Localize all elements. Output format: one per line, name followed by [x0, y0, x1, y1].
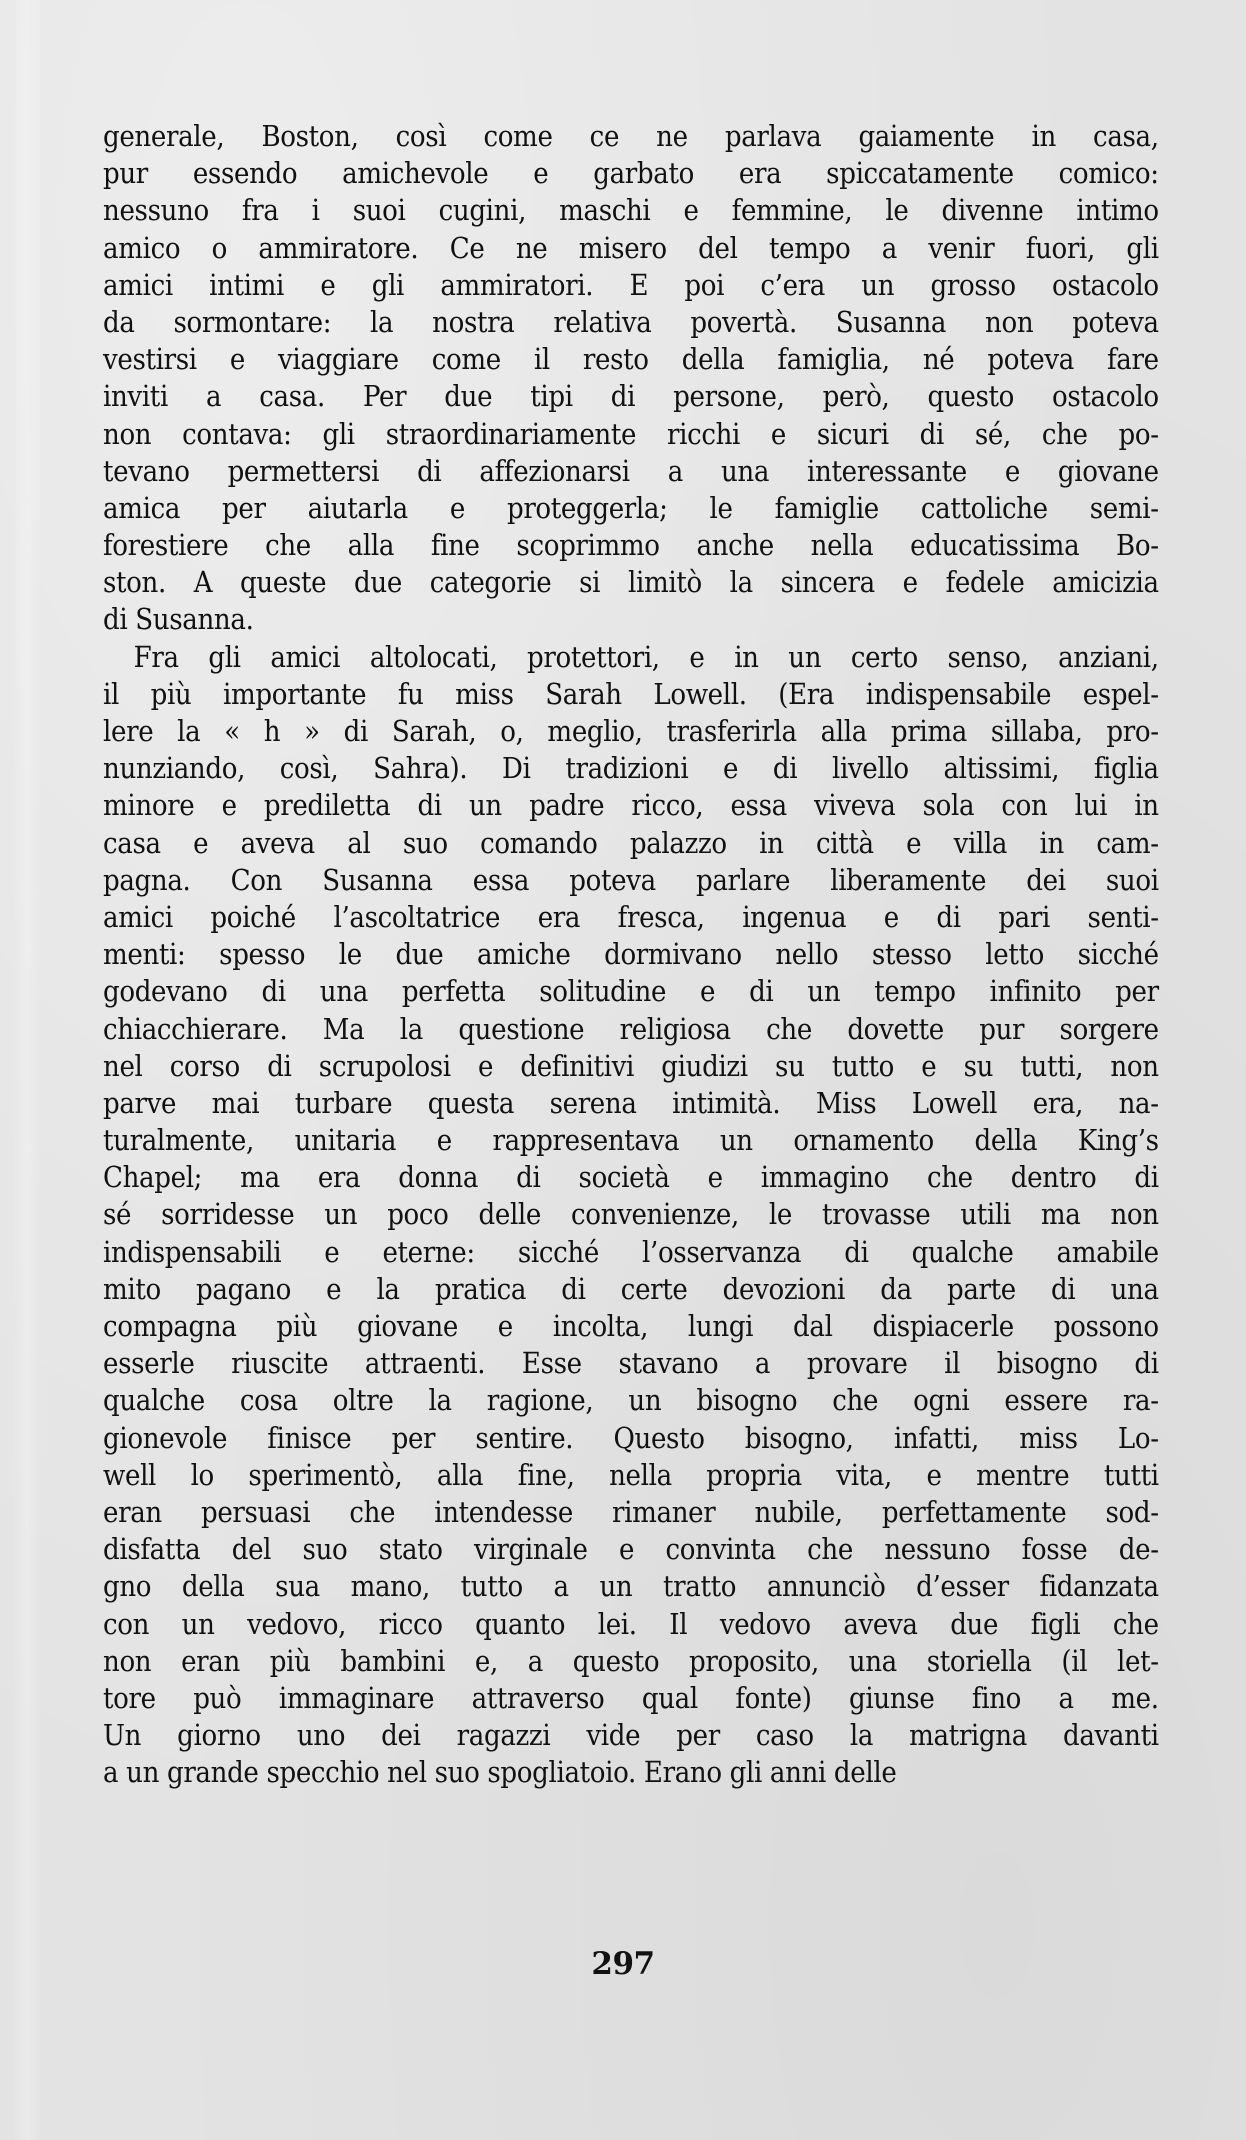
text-line: casa e aveva al suo comando palazzo in città e villa in cam- — [103, 825, 1159, 860]
text-line: nel corso di scrupolosi e definitivi giudizi su tutto e su tutti, non — [103, 1048, 1159, 1083]
text-line: mito pagano e la pratica di certe devozioni da parte di una — [103, 1271, 1159, 1306]
text-line: non contava: gli straordinariamente ricchi e sicuri di sé, che po- — [103, 416, 1159, 451]
text-line: amica per aiutarla e proteggerla; le famiglie cattoliche semi- — [103, 490, 1159, 525]
text-line: Chapel; ma era donna di società e immagino che dentro di — [103, 1160, 1159, 1195]
text-line: con un vedovo, ricco quanto lei. Il vedovo aveva due figli che — [103, 1606, 1159, 1641]
text-line: a un grande specchio nel suo spogliatoio. Erano gli anni delle — [103, 1755, 897, 1790]
text-line: il più importante fu miss Sarah Lowell. (Era indispensabile espel- — [103, 676, 1159, 711]
text-line: Un giorno uno dei ragazzi vide per caso la matrigna davanti — [103, 1718, 1159, 1753]
text-line: minore e prediletta di un padre ricco, essa viveva sola con lui in — [103, 788, 1159, 823]
text-line: nunziando, così, Sahra). Di tradizioni e di livello altissimi, figlia — [103, 751, 1159, 786]
text-line: nessuno fra i suoi cugini, maschi e femmine, le divenne intimo — [103, 193, 1159, 228]
text-line: Fra gli amici altolocati, protettori, e in un certo senso, anziani, — [133, 639, 1159, 674]
text-line: generale, Boston, così come ce ne parlava gaiamente in casa, — [103, 119, 1159, 153]
text-line: lere la « h » di Sarah, o, meglio, trasferirla alla prima sillaba, pro- — [103, 714, 1159, 748]
page-number: 297 — [591, 1946, 655, 1982]
text-line: gno della sua mano, tutto a un tratto annunciò d’esser fidanzata — [103, 1569, 1159, 1604]
text-line: tevano permettersi di affezionarsi a una interessante e giovane — [103, 453, 1159, 488]
text-line: amico o ammiratore. Ce ne misero del tempo a venir fuori, gli — [103, 230, 1159, 265]
text-line: compagna più giovane e incolta, lungi dal dispiacerle possono — [103, 1309, 1159, 1343]
text-line: di Susanna. — [103, 602, 254, 637]
body-text — [103, 118, 1159, 1791]
text-line: disfatta del suo stato virginale e convinta che nessuno fosse de- — [103, 1532, 1159, 1567]
text-line: well lo sperimentò, alla fine, nella propria vita, e mentre tutti — [103, 1457, 1159, 1492]
text-line: amici poiché l’ascoltatrice era fresca, ingenua e di pari senti- — [103, 899, 1159, 934]
paragraph — [103, 639, 1159, 1792]
paragraph — [103, 118, 1159, 639]
text-line: forestiere che alla fine scoprimmo anche nella educatissima Bo- — [103, 528, 1159, 563]
text-line: pagna. Con Susanna essa poteva parlare liberamente dei suoi — [103, 862, 1159, 897]
text-line: gionevole finisce per sentire. Questo bisogno, infatti, miss Lo- — [103, 1420, 1159, 1455]
text-line: godevano di una perfetta solitudine e di un tempo infinito per — [103, 974, 1159, 1009]
text-line: pur essendo amichevole e garbato era spiccatamente comico: — [103, 156, 1159, 191]
text-line: amici intimi e gli ammiratori. E poi c’era un grosso ostacolo — [103, 267, 1159, 302]
text-line: vestirsi e viaggiare come il resto della famiglia, né poteva fare — [103, 342, 1159, 377]
text-line: qualche cosa oltre la ragione, un bisogno che ogni essere ra- — [103, 1383, 1159, 1418]
text-line: chiacchierare. Ma la questione religiosa che dovette pur sorgere — [103, 1011, 1159, 1046]
text-line: menti: spesso le due amiche dormivano nello stesso letto sicché — [103, 937, 1159, 972]
text-line: indispensabili e eterne: sicché l’osservanza di qualche amabile — [103, 1234, 1159, 1269]
text-line: da sormontare: la nostra relativa povertà. Susanna non poteva — [103, 304, 1159, 339]
text-line: non eran più bambini e, a questo proposito, una storiella (il let- — [103, 1643, 1159, 1678]
text-line: turalmente, unitaria e rappresentava un ornamento della King’s — [103, 1123, 1159, 1158]
text-line: parve mai turbare questa serena intimità. Miss Lowell era, na- — [103, 1085, 1159, 1120]
text-line: inviti a casa. Per due tipi di persone, però, questo ostacolo — [103, 379, 1159, 414]
text-line: ston. A queste due categorie si limitò la sincera e fedele amicizia — [103, 565, 1159, 600]
text-line: eran persuasi che intendesse rimaner nubile, perfettamente sod- — [103, 1494, 1159, 1529]
text-line: sé sorridesse un poco delle convenienze, le trovasse utili ma non — [103, 1197, 1159, 1232]
text-line: esserle riuscite attraenti. Esse stavano a provare il bisogno di — [103, 1346, 1159, 1381]
page-fold-shadow — [12, 0, 42, 2140]
text-line: tore può immaginare attraverso qual fonte) giunse fino a me. — [103, 1680, 1159, 1715]
